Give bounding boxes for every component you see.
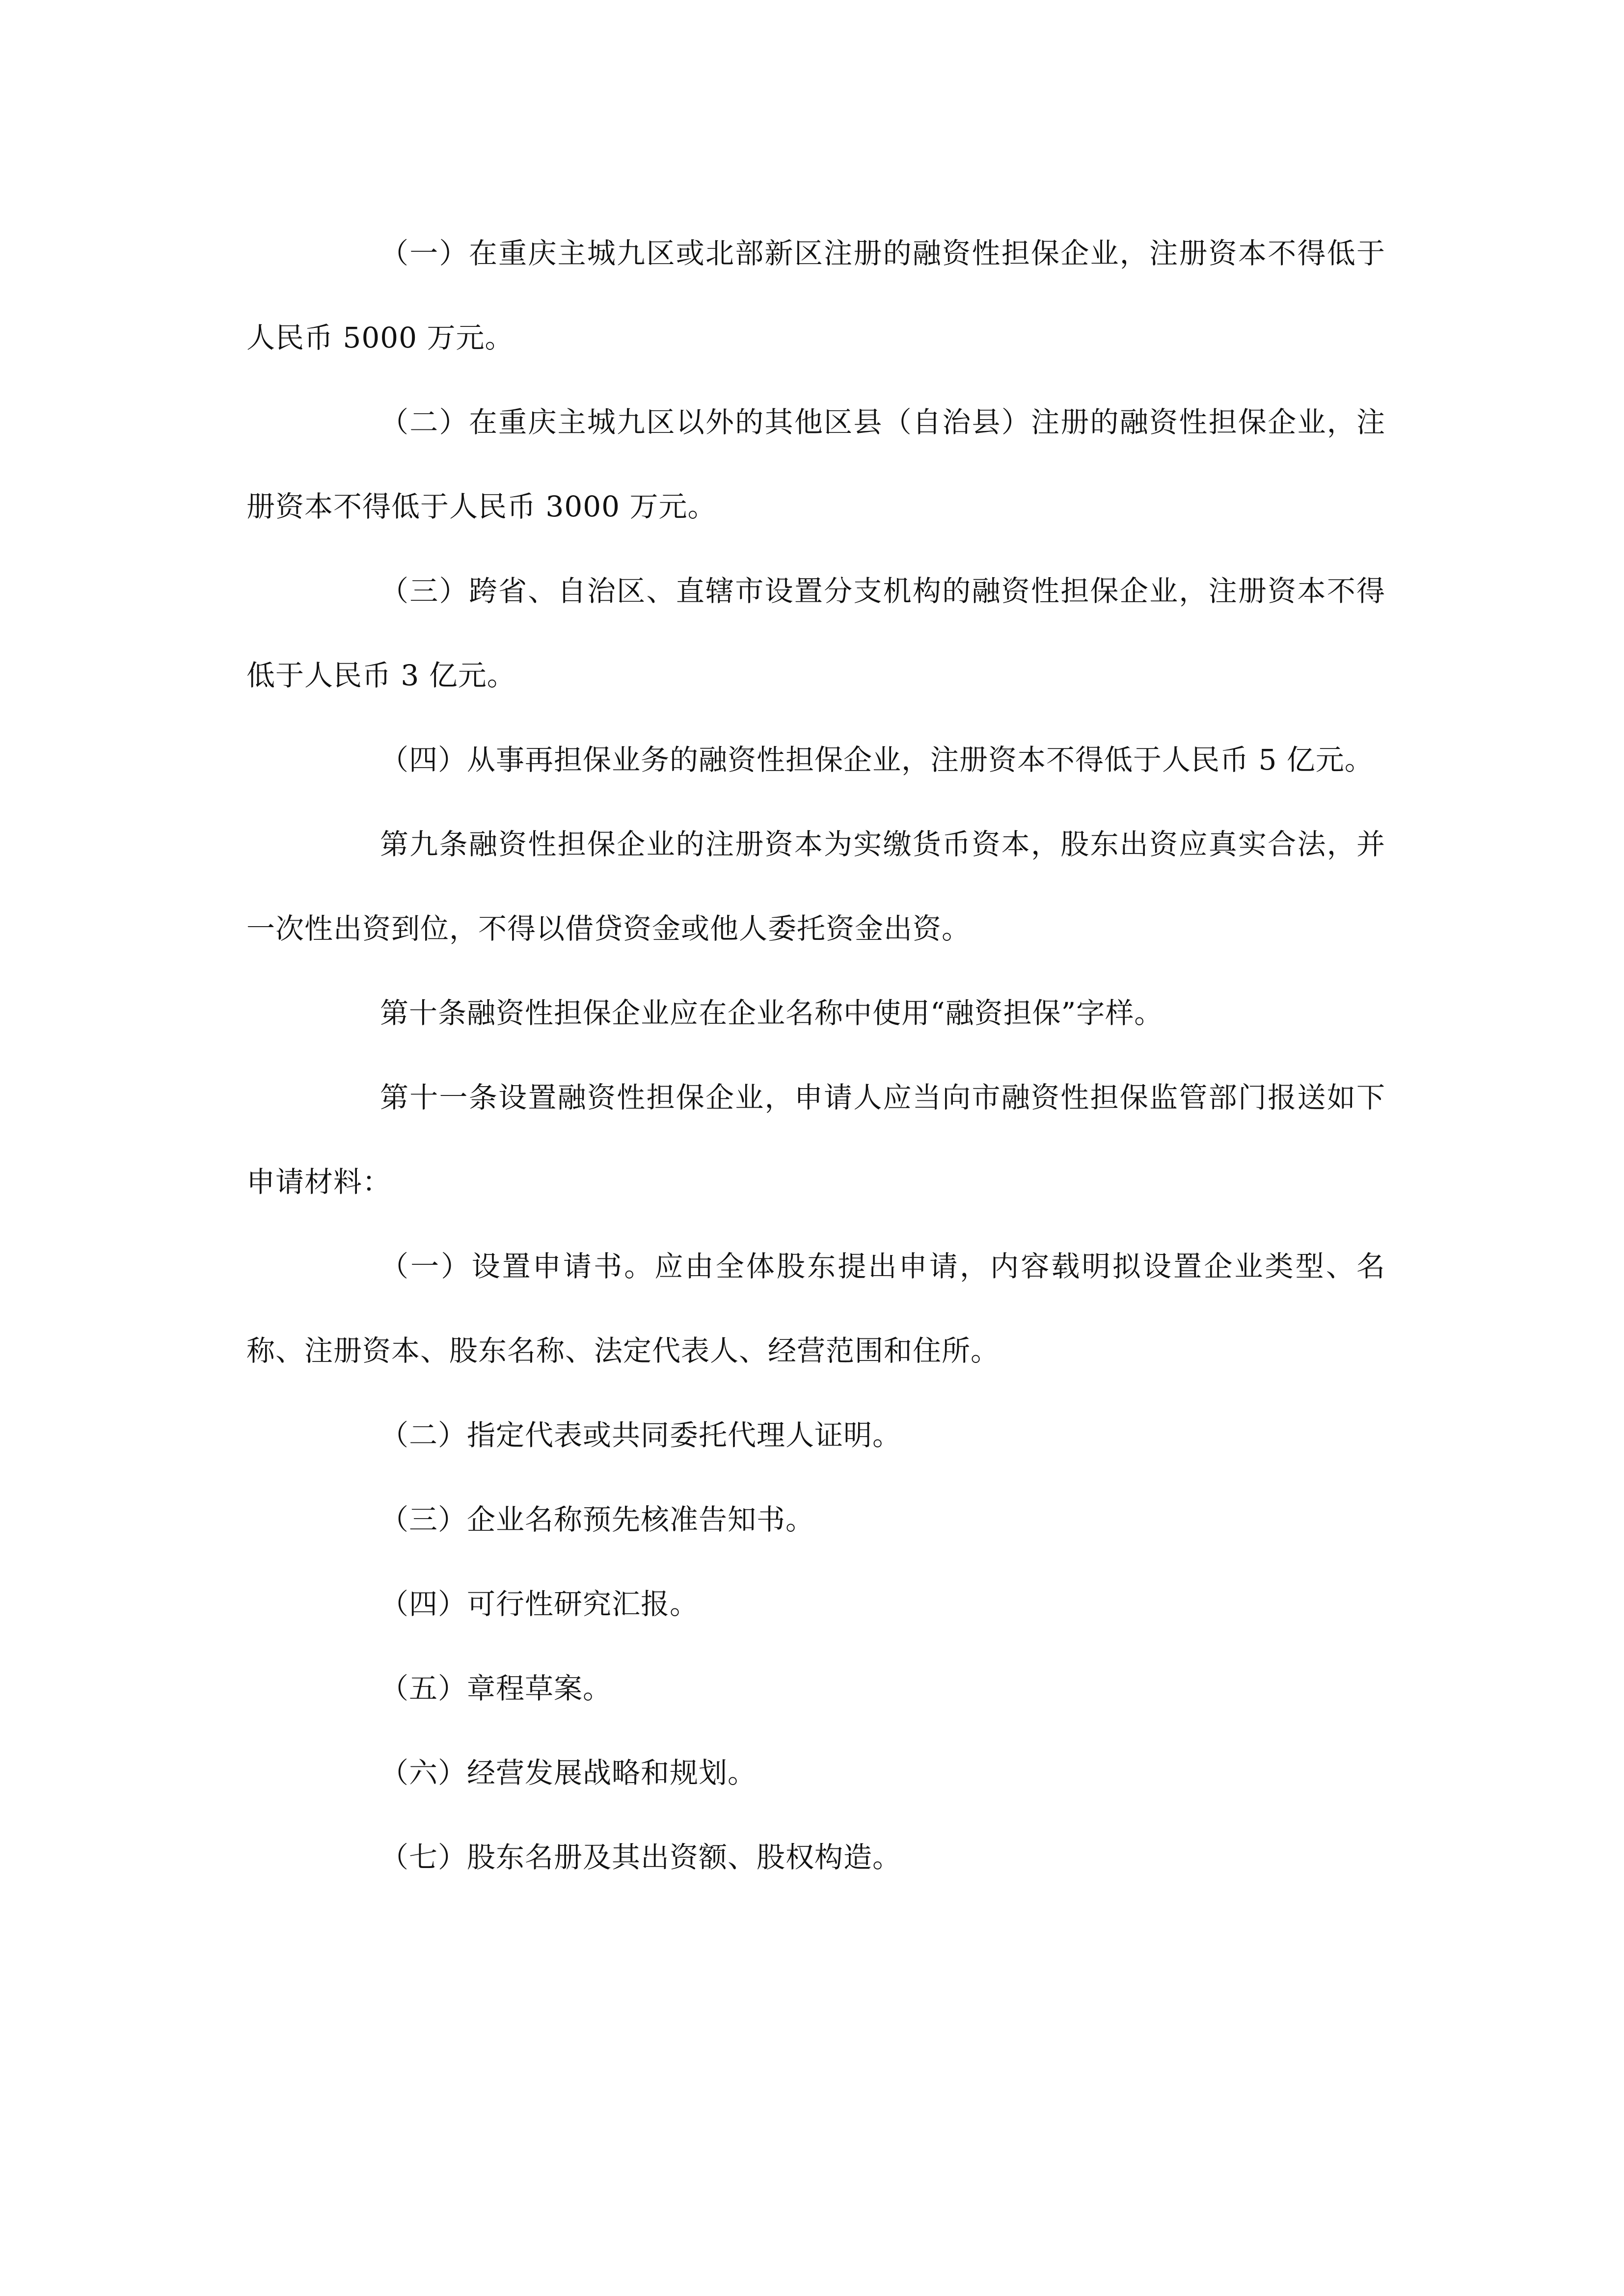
list-item-application: （一）设置申请书。应由全体股东提出申请，内容载明拟设置企业类型、名称、注册资本、股东名称、法定代表人、经营范围和住所。 [246,1250,1385,1367]
list-item-agent-certificate: （二）指定代表或共同委托代理人证明。 [380,1418,902,1452]
paragraph-registered-capital-reguarantee: （四）从事再担保业务的融资性担保企业，注册资本不得低于人民币 5 亿元。 [380,743,1374,776]
paragraph-article-9: 第九条融资性担保企业的注册资本为实缴货币资本，股东出资应真实合法，并一次性出资到位，不得以借贷资金或他人委托资金出资。 [246,828,1385,945]
list-item-feasibility-report: （四）可行性研究汇报。 [380,1587,699,1621]
paragraph-registered-capital-main-districts: （一）在重庆主城九区或北部新区注册的融资性担保企业，注册资本不得低于人民币 5000 万元。 [246,237,1385,354]
paragraph-article-11: 第十一条设置融资性担保企业，申请人应当向市融资性担保监管部门报送如下申请材料： [246,1081,1385,1199]
list-item-name-approval: （三）企业名称预先核准告知书。 [380,1503,815,1536]
document-body [246,211,1385,1899]
list-item-draft-articles: （五）章程草案。 [380,1672,612,1705]
paragraph-registered-capital-other-counties: （二）在重庆主城九区以外的其他区县（自治县）注册的融资性担保企业，注册资本不得低于人民币 3000 万元。 [246,405,1385,523]
paragraph-article-10: 第十条融资性担保企业应在企业名称中使用“融资担保”字样。 [380,996,1164,1030]
list-item-business-strategy: （六）经营发展战略和规划。 [380,1756,757,1789]
list-item-shareholder-register: （七）股东名册及其出资额、股权构造。 [380,1841,902,1874]
paragraph-registered-capital-cross-province: （三）跨省、自治区、直辖市设置分支机构的融资性担保企业，注册资本不得低于人民币 3 亿元。 [246,574,1385,692]
